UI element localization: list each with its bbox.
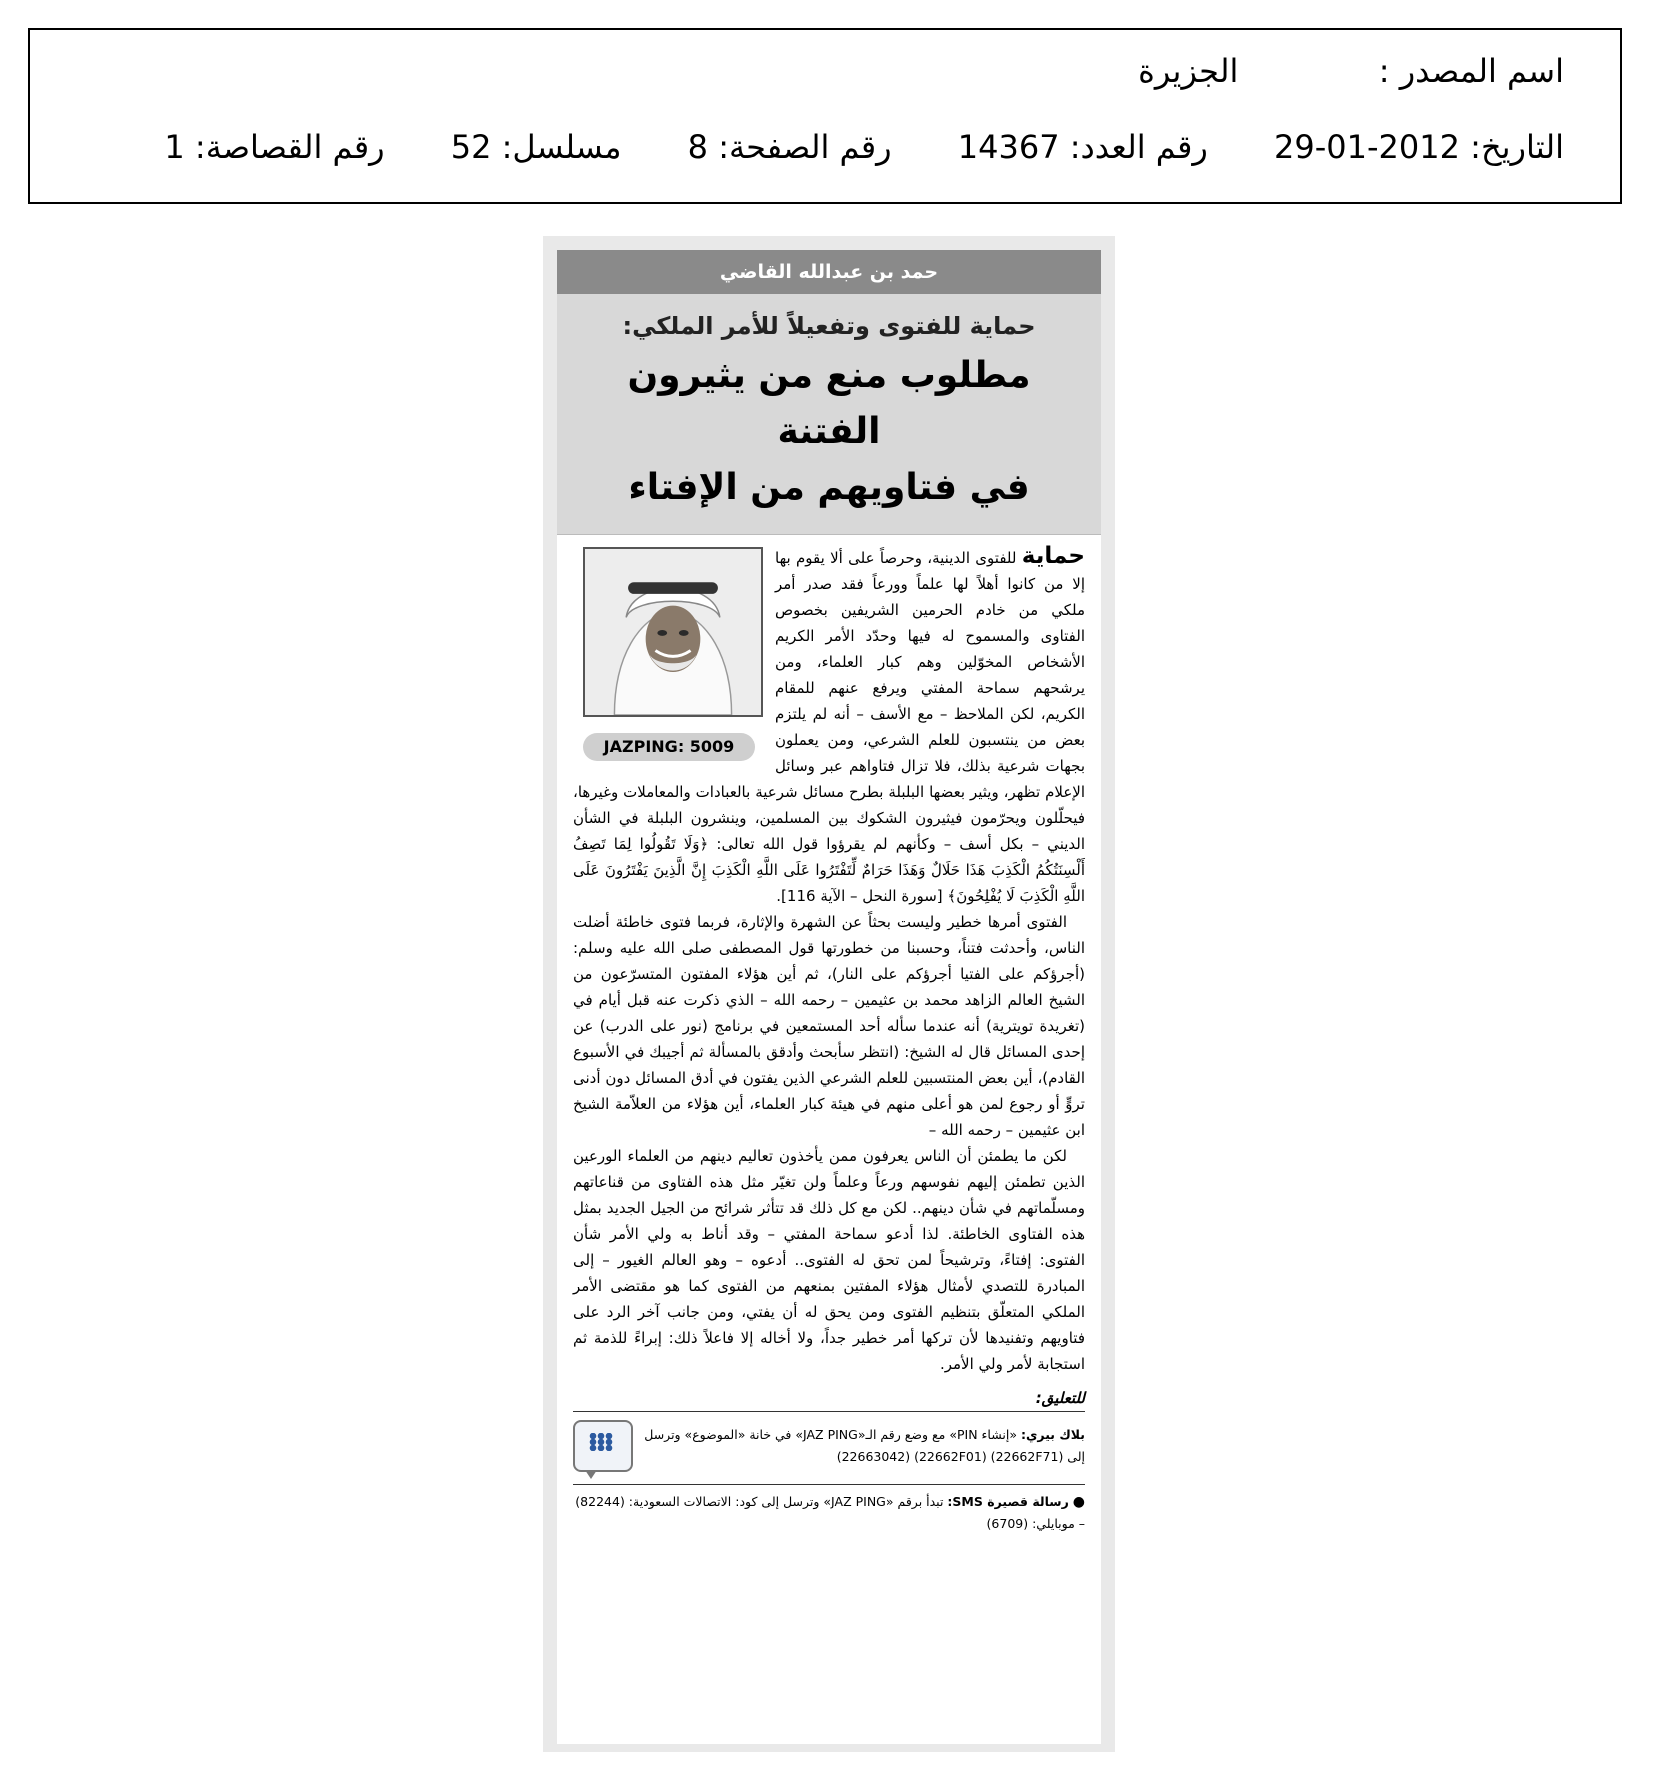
comment-section <box>557 1377 1101 1535</box>
serial-value: 52 <box>450 128 492 166</box>
issue-field <box>958 128 1208 166</box>
blackberry-text: «إنشاء PIN» مع وضع رقم الـ«JAZ PING» في خانة «الموضوع» وترسل إلى (22662F71) (22662F01) (22663042) <box>644 1427 1085 1464</box>
source-metadata-box <box>28 28 1622 204</box>
author-byline: حمد بن عبدالله القاضي <box>557 250 1101 294</box>
clip-label: رقم القصاصة: <box>194 128 385 166</box>
newspaper-clipping <box>557 250 1101 1744</box>
sms-text: تبدأ برقم «JAZ PING» وترسل إلى كود: الاتصالات السعودية: (82244) – موبايلي: (6709) <box>575 1494 1085 1531</box>
author-photo <box>583 547 763 717</box>
headline-block <box>557 294 1101 535</box>
blackberry-row <box>573 1420 1085 1472</box>
sms-instructions <box>573 1484 1085 1535</box>
comment-title: للتعليق: <box>573 1387 1085 1412</box>
page-label: رقم الصفحة: <box>718 128 892 166</box>
date-label: التاريخ: <box>1470 128 1564 166</box>
source-line <box>1138 52 1564 90</box>
headline-line-1: مطلوب منع من يثيرون الفتنة <box>627 355 1031 452</box>
clip-field <box>164 128 384 166</box>
date-value: 2012-01-29 <box>1274 128 1460 166</box>
headline-line-2: في فتاويهم من الإفتاء <box>628 467 1030 508</box>
source-label: اسم المصدر : <box>1378 52 1564 90</box>
article-paragraph-2: الفتوى أمرها خطير وليست بحثاً عن الشهرة والإثارة، فربما فتوى خاطئة أضلت الناس، وأحدثت فتناً، وحسبنا من خطورتها قول المصطفى صلى الله عليه وسلم: (أجرؤكم على الفتيا أجرؤكم على النار)، ثم أين هؤلاء المفتون المتسرّعون من الشيخ العالم الزاهد محمد بن عثيمين – رحمه الله – الذي ذكرت عنه قبل أيام في (تغريدة تويترية) أنه عندما سأله أحد المستمعين في برنامج (نور على الدرب) عن إحدى المسائل قال له الشيخ: (انتظر سأبحث وأدقق بالمسألة ثم أجيبك في الأسبوع القادم)، أين بعض المنتسبين للعلم الشرعي الذين يفتون في أدق المسائل دون أدنى تروٍّ أو رجوع لمن هو أعلى منهم في هيئة كبار العلماء، أين هؤلاء من العلاّمة الشيخ ابن عثيمين – رحمه الله – <box>573 913 1085 1139</box>
article-kicker: حماية للفتوى وتفعيلاً للأمر الملكي: <box>622 312 1036 340</box>
issue-details-line <box>108 128 1564 166</box>
bullet-icon: ● <box>1072 1494 1085 1510</box>
page-field <box>688 128 892 166</box>
blackberry-icon <box>573 1420 633 1472</box>
page-value: 8 <box>687 128 709 166</box>
article-body <box>557 535 1101 1377</box>
date-field <box>1274 128 1564 166</box>
article-headline <box>579 348 1079 516</box>
article-paragraph-3: لكن ما يطمئن أن الناس يعرفون ممن يأخذون تعاليم دينهم من العلماء الورعين الذين تطمئن إليهم نفوسهم ورعاً وعلماً ولن تغيّر مثل هذه الفتاوى من قناعاتهم ومسلّماتهم في شأن دينهم.. لكن مع كل ذلك قد تتأثر شرائح من الجيل الجديد بمثل هذه الفتاوى الخاطئة. لذا أدعو سماحة المفتي – وقد أناط به ولي الأمر شأن الفتوى: إفتاءً، وترشيحاً لمن تحق له الفتوى.. أدعوه – وهو العالم الغيور – إلى المبادرة للتصدي لأمثال هؤلاء المفتين بمنعهم من الفتوى كما هو مقتضى الأمر الملكي المتعلّق بتنظيم الفتوى ومن يحق له أن يفتي، ومن جانب آخر الرد على فتاويهم وتفنيدها لأن تركها أمر خطير جداً، ولا أخاله إلا فاعلاً ذلك: إبراءً للذمة ثم استجابة لأمر ولي الأمر. <box>573 1147 1085 1373</box>
blackberry-label: بلاك بيري: <box>1020 1427 1085 1442</box>
issue-value: 14367 <box>957 128 1060 166</box>
clip-value: 1 <box>164 128 185 166</box>
lead-word: حماية <box>1021 543 1085 569</box>
serial-field <box>451 128 622 166</box>
paragraph-1-text: للفتوى الدينية، وحرصاً على ألا يقوم بها إلا من كانوا أهلاً لها علماً وورعاً فقد صدر أمر ملكي من خادم الحرمين الشريفين بخصوص الفتاوى والمسموح له فيها وحدّد الأمر الكريم الأشخاص المخوّلين وهم كبار العلماء، ومن يرشحهم سماحة المفتي ويرفع عنهم للمقام الكريم، لكن الملاحظ – مع الأسف – أنه لم يلتزم بعض من ينتسبون للعلم الشرعي، ومن يعملون بجهات شرعية بذلك، فلا تزال فتاواهم عبر وسائل الإعلام تظهر، ويثير بعضها البلبلة بطرح مسائل شرعية بالعبادات والمعاملات وغيرها، فيحلّلون ويحرّمون فيثيرون الشكوك بين المسلمين، وينشرون البلبلة في الشأن الديني – بكل أسف – وكأنهم لم يقرؤوا قول الله تعالى: ﴿وَلَا تَقُولُوا لِمَا تَصِفُ أَلْسِنَتُكُمُ الْكَذِبَ هَذَا حَلَالٌ وَهَذَا حَرَامٌ لِّتَفْتَرُوا عَلَى اللَّهِ الْكَذِبَ إِنَّ الَّذِينَ يَفْتَرُونَ عَلَى اللَّهِ الْكَذِبَ لَا يُفْلِحُونَ﴾ [سورة النحل – الآية 116]. <box>573 549 1085 905</box>
issue-label: رقم العدد: <box>1069 128 1208 166</box>
sms-label: رسالة قصيرة SMS: <box>947 1494 1069 1509</box>
source-value: الجزيرة <box>1138 52 1239 90</box>
blackberry-instructions <box>643 1424 1085 1468</box>
jazping-badge: JAZPING: 5009 <box>583 733 755 761</box>
serial-label: مسلسل: <box>501 128 622 166</box>
author-photo-block <box>583 547 767 761</box>
